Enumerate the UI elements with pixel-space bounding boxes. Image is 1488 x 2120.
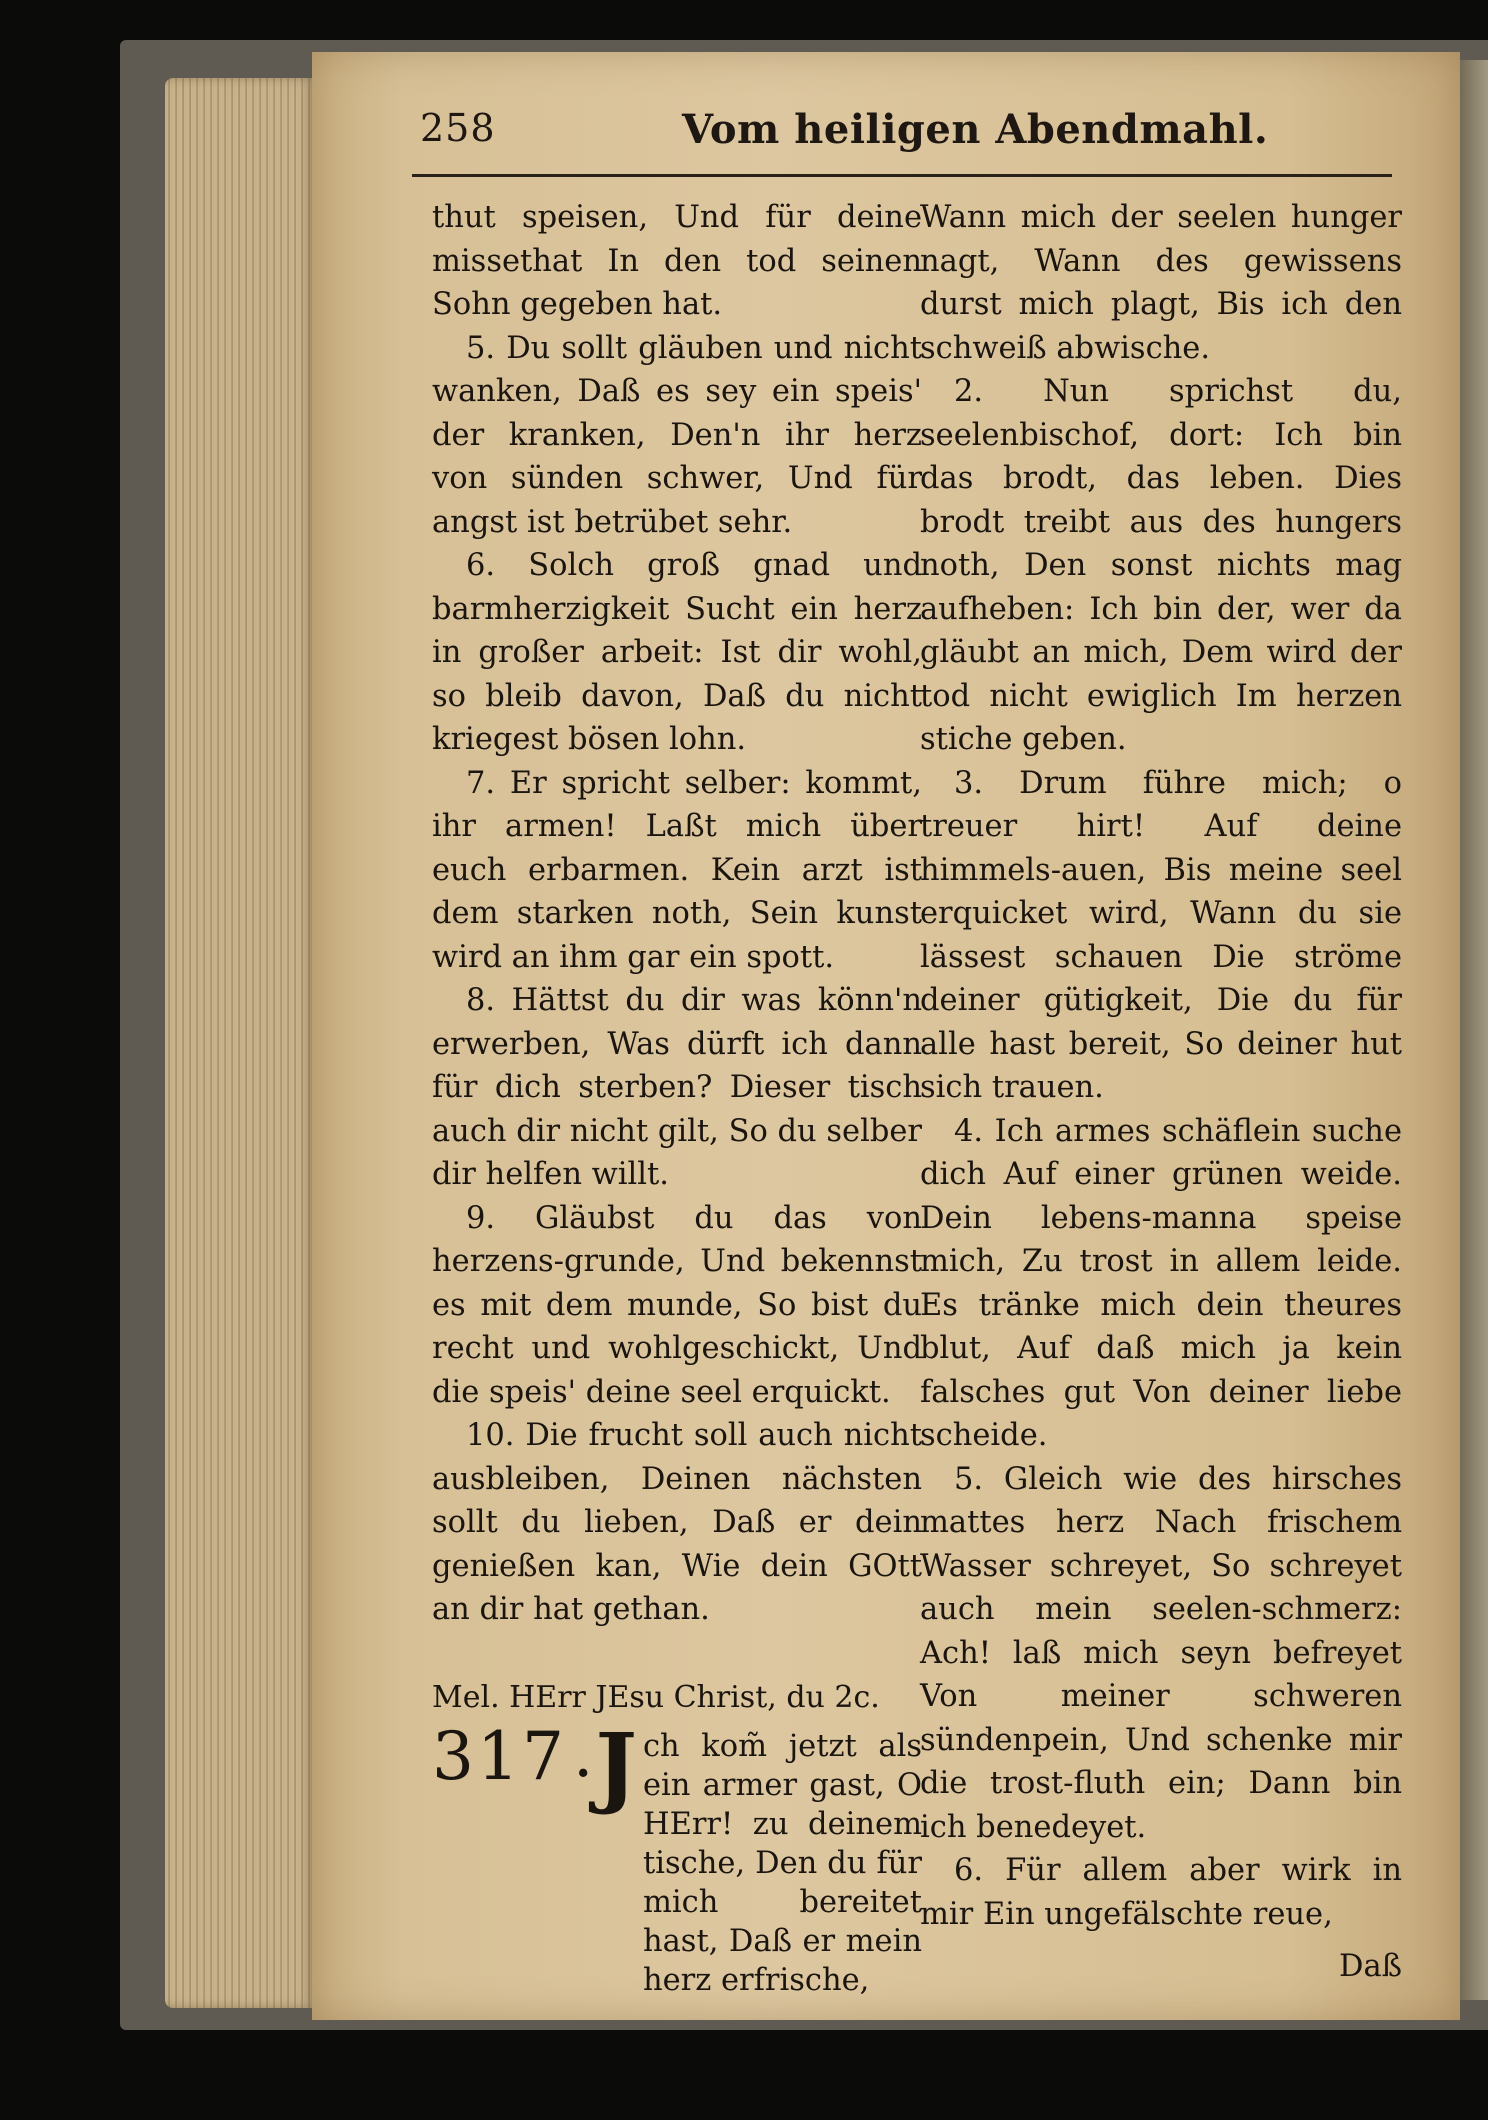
- facing-page-edge: [1456, 60, 1488, 2000]
- verse-10: 10. Die frucht soll auch nicht ausbleiben, Deinen nächsten sollt du lieben, Daß er dein genießen kan, Wie dein GOtt an dir hat gethan.: [432, 1418, 922, 1627]
- header-rule: [412, 174, 1392, 177]
- page-number: 258: [420, 106, 496, 150]
- hymn-number-dot: .: [572, 1718, 594, 1792]
- drop-cap: J: [595, 1713, 637, 1817]
- hymn-opening-text: ch kom̃ jetzt als ein armer gast, O HErr! zu deinem tische, Den du für mich bereitet hast, Daß er mein herz erfrische,: [642, 1729, 922, 1998]
- running-head: Vom heiligen Abendmahl.: [682, 106, 1269, 153]
- verse-4: 4. Ich armes schäflein suche dich Auf einer grünen weide. Dein lebens-manna speise mich, Zu trost in allem leide. Es tränke mich dein theures blut, Auf daß mich ja kein falsches gut Von deiner liebe scheide.: [920, 1113, 1402, 1453]
- verse-9: 9. Gläubst du das von herzens-grunde, Und bekennst es mit dem munde, So bist du recht und wohlgeschickt, Und die speis' deine seel erquickt.: [432, 1200, 922, 1410]
- hymn-number: 317: [432, 1718, 567, 1795]
- page-edges: [165, 78, 315, 2008]
- verse-7: 7. Er spricht selber: kommt, ihr armen! Laßt mich über euch erbarmen. Kein arzt ist dem starken noth, Sein kunst wird an ihm gar ein spott.: [432, 765, 922, 975]
- verse-1-continued: Wann mich der seelen hunger nagt, Wann des gewissens durst mich plagt, Bis ich den schweiß abwische.: [920, 200, 1402, 366]
- verse-3: 3. Drum führe mich; o treuer hirt! Auf deine himmels-auen, Bis meine seel erquicket wird, Wann du sie lässest schauen Die ströme deiner gütigkeit, Die du für alle hast bereit, So deiner hut sich trauen.: [920, 765, 1402, 1105]
- left-column: [432, 196, 922, 2000]
- hymn-317-opening: [432, 1713, 922, 2000]
- melody-note: Mel. HErr JEsu Christ, du 2c.: [432, 1679, 880, 1715]
- verse-6-right: 6. Für allem aber wirk in mir Ein ungefälschte reue,: [920, 1853, 1402, 1932]
- verse-5: 5. Du sollt gläuben und nicht wanken, Daß es sey ein speis' der kranken, Den'n ihr herz von sünden schwer, Und für angst ist betrübet sehr.: [432, 330, 922, 540]
- page-header: [412, 106, 1392, 166]
- verse-fragment: thut speisen, Und für deine missethat In den tod seinen Sohn gegeben hat.: [432, 200, 922, 322]
- catchword: Daß: [1338, 1948, 1402, 1984]
- right-column: [920, 196, 1402, 1984]
- verse-6: 6. Solch groß gnad und barmherzigkeit Sucht ein herz in großer arbeit: Ist dir wohl, so bleib davon, Daß du nicht kriegest bösen lohn.: [432, 548, 922, 757]
- verse-8: 8. Hättst du dir was könn'n erwerben, Was dürft ich dann für dich sterben? Dieser tisch auch dir nicht gilt, So du selber dir helfen willt.: [432, 983, 922, 1192]
- verse-2: 2. Nun sprichst du, seelenbischof, dort: Ich bin das brodt, das leben. Dies brodt treibt aus des hungers noth, Den sonst nichts mag aufheben: Ich bin der, wer da gläubt an mich, Dem wird der tod nicht ewiglich Im herzen stiche geben.: [920, 374, 1402, 757]
- verse-5-right: 5. Gleich wie des hirsches mattes herz Nach frischem Wasser schreyet, So schreyet auch mein seelen-schmerz: Ach! laß mich seyn befreyet Von meiner schweren sündenpein, Und schenke mir die trost-fluth ein; Dann bin ich benedeyet.: [920, 1461, 1402, 1845]
